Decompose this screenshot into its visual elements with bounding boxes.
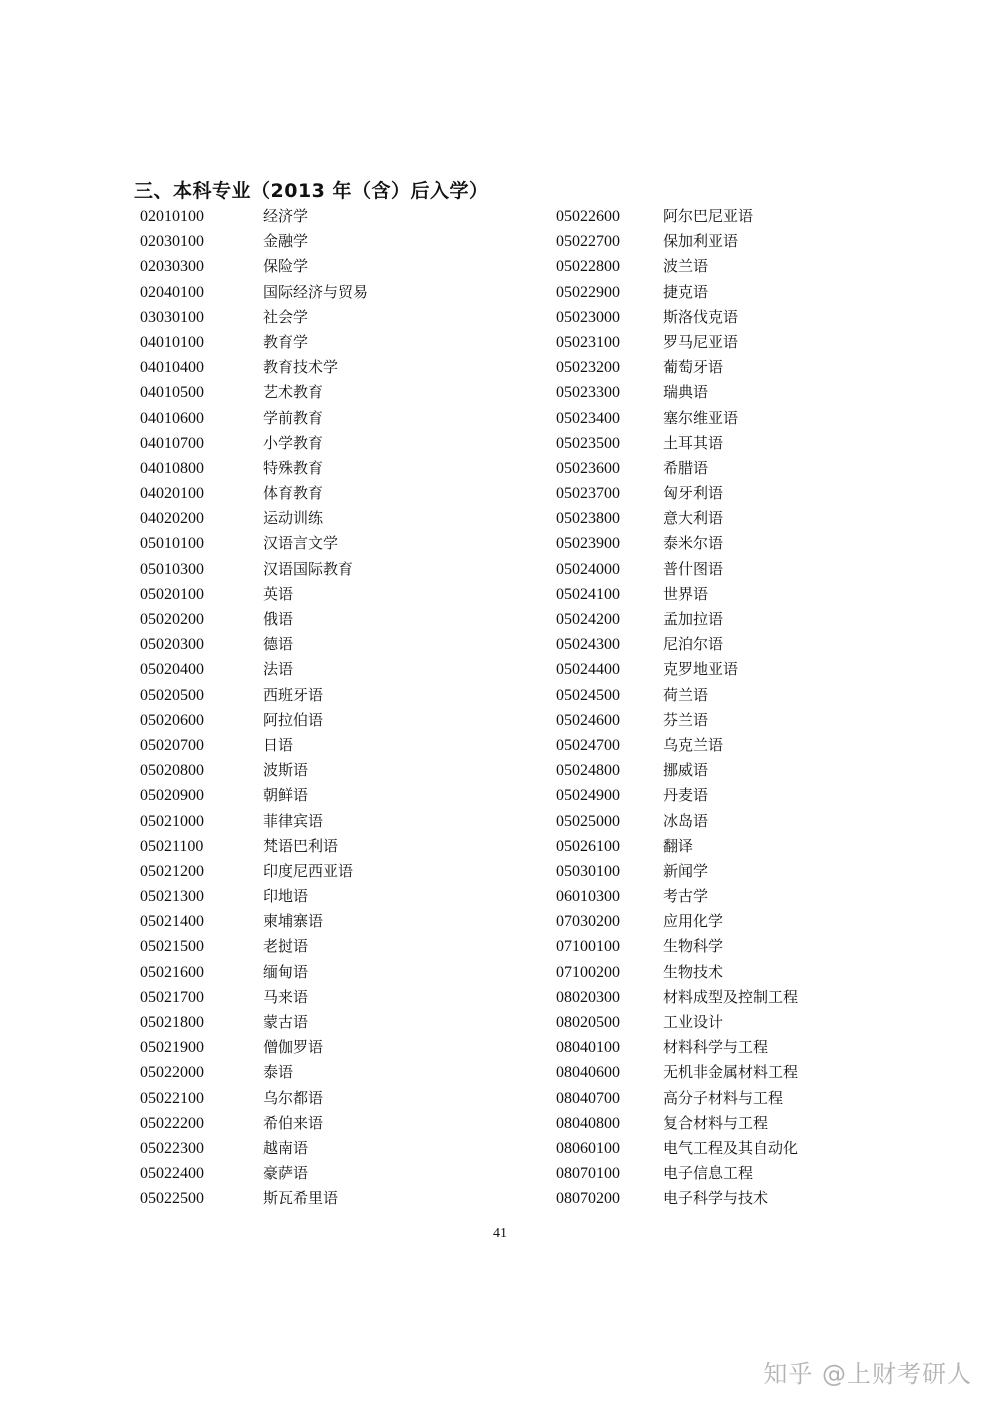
major-row: [556, 733, 798, 758]
major-name: 保加利亚语: [663, 232, 739, 251]
major-row: [140, 1111, 368, 1136]
major-name: 越南语: [263, 1138, 309, 1157]
major-code: 05024600: [556, 711, 620, 729]
major-name: 克罗地亚语: [663, 660, 739, 679]
major-code: 06010300: [556, 888, 620, 906]
major-code: 04010700: [140, 434, 204, 452]
major-row: [556, 909, 798, 934]
major-name: 葡萄牙语: [663, 358, 724, 377]
major-name: 材料成型及控制工程: [663, 987, 799, 1006]
major-code: 05024800: [556, 762, 620, 780]
major-row: [556, 985, 798, 1010]
major-code: 05024400: [556, 661, 620, 679]
major-code: 04010800: [140, 459, 204, 477]
major-row: [556, 305, 798, 330]
major-name: 日语: [263, 735, 294, 754]
major-code: 05024500: [556, 686, 620, 704]
major-row: [140, 1010, 368, 1035]
major-row: [140, 481, 368, 506]
major-row: [140, 557, 368, 582]
major-name: 德语: [263, 635, 294, 654]
major-name: 教育技术学: [263, 358, 339, 377]
major-row: [140, 632, 368, 657]
major-row: [556, 1060, 798, 1085]
left-column: [140, 204, 368, 1212]
major-code: 05023700: [556, 485, 620, 503]
major-row: [556, 683, 798, 708]
major-code: 05023000: [556, 308, 620, 326]
major-name: 国际经济与贸易: [263, 282, 369, 301]
major-code: 05022700: [556, 233, 620, 251]
major-code: 05023800: [556, 510, 620, 528]
major-name: 世界语: [663, 584, 709, 603]
major-code: 05021800: [140, 1014, 204, 1031]
major-code: 05023500: [556, 434, 620, 452]
major-row: [140, 708, 368, 733]
major-name: 高分子材料与工程: [663, 1088, 784, 1107]
major-name: 老挝语: [263, 937, 309, 956]
major-row: [140, 834, 368, 859]
major-code: 05022500: [140, 1190, 204, 1208]
major-code: 05021200: [140, 862, 204, 880]
major-row: [140, 280, 368, 305]
major-row: [556, 834, 798, 859]
major-name: 波斯语: [263, 761, 309, 780]
major-name: 意大利语: [663, 509, 724, 528]
major-name: 体育教育: [263, 484, 324, 503]
major-row: [556, 204, 798, 229]
major-row: [140, 1086, 368, 1111]
major-name: 土耳其语: [663, 433, 724, 452]
major-row: [140, 355, 368, 380]
major-name: 考古学: [663, 887, 709, 906]
major-code: 05020900: [140, 787, 204, 805]
major-row: [556, 280, 798, 305]
major-row: [140, 1161, 368, 1186]
major-code: 05021400: [140, 913, 204, 931]
major-row: [140, 456, 368, 481]
major-row: [140, 406, 368, 431]
major-code: 05021700: [140, 988, 204, 1006]
major-name: 荷兰语: [663, 685, 709, 704]
major-code: 05021900: [140, 1039, 204, 1057]
major-name: 学前教育: [263, 408, 324, 427]
major-row: [556, 1186, 798, 1211]
major-row: [140, 909, 368, 934]
major-name: 艺术教育: [263, 383, 324, 402]
major-name: 冰岛语: [663, 811, 709, 830]
major-code: 07030200: [556, 913, 620, 931]
major-code: 08040600: [556, 1064, 620, 1082]
major-name: 复合材料与工程: [663, 1113, 769, 1132]
major-code: 05020500: [140, 686, 204, 704]
major-code: 05021300: [140, 888, 204, 906]
major-row: [140, 657, 368, 682]
major-row: [556, 481, 798, 506]
major-code: 03030100: [140, 308, 204, 326]
major-row: [140, 859, 368, 884]
major-row: [556, 607, 798, 632]
major-row: [556, 355, 798, 380]
major-row: [556, 758, 798, 783]
major-name: 孟加拉语: [663, 610, 724, 628]
major-code: 05021600: [140, 963, 204, 981]
major-row: [556, 783, 798, 808]
major-code: 05023200: [556, 359, 620, 377]
major-code: 05023400: [556, 409, 620, 427]
major-name: 丹麦语: [663, 786, 709, 805]
major-name: 材料科学与工程: [663, 1038, 769, 1057]
major-code: 05010100: [140, 535, 204, 553]
major-row: [556, 582, 798, 607]
major-name: 印地语: [263, 887, 309, 906]
major-code: 05020600: [140, 711, 204, 729]
major-name: 捷克语: [663, 282, 709, 301]
major-name: 应用化学: [663, 912, 724, 931]
major-row: [556, 1161, 798, 1186]
major-name: 西班牙语: [263, 685, 324, 704]
major-name: 新闻学: [663, 861, 709, 880]
major-code: 05026100: [556, 837, 620, 855]
major-code: 02040100: [140, 283, 204, 301]
major-name: 电气工程及其自动化: [663, 1138, 799, 1157]
major-row: [140, 305, 368, 330]
major-name: 社会学: [263, 307, 309, 326]
major-code: 05022000: [140, 1064, 204, 1082]
major-row: [140, 884, 368, 909]
major-row: [556, 1111, 798, 1136]
major-name: 乌尔都语: [263, 1088, 324, 1107]
major-row: [140, 531, 368, 556]
major-code: 08040700: [556, 1089, 620, 1107]
major-code: 05022400: [140, 1165, 204, 1183]
major-row: [556, 531, 798, 556]
major-name: 梵语巴利语: [263, 836, 339, 855]
major-row: [140, 1060, 368, 1085]
major-row: [140, 733, 368, 758]
major-name: 特殊教育: [263, 458, 324, 477]
major-code: 05023100: [556, 333, 620, 351]
major-row: [556, 960, 798, 985]
major-row: [556, 406, 798, 431]
major-name: 印度尼西亚语: [263, 861, 354, 880]
major-row: [556, 557, 798, 582]
major-name: 瑞典语: [663, 383, 709, 402]
major-name: 经济学: [263, 207, 309, 225]
major-row: [556, 859, 798, 884]
major-name: 希伯来语: [263, 1113, 324, 1132]
major-name: 僧伽罗语: [263, 1038, 324, 1057]
major-code: 05021100: [140, 837, 204, 855]
major-code: 05021500: [140, 938, 204, 956]
major-name: 缅甸语: [263, 962, 309, 981]
major-name: 电子信息工程: [663, 1164, 754, 1183]
major-row: [140, 985, 368, 1010]
major-row: [140, 783, 368, 808]
major-code: 04020200: [140, 510, 204, 528]
major-name: 蒙古语: [263, 1013, 309, 1031]
major-name: 电子科学与技术: [663, 1189, 769, 1208]
major-row: [556, 657, 798, 682]
major-code: 08070200: [556, 1190, 620, 1208]
major-row: [140, 506, 368, 531]
major-name: 金融学: [263, 232, 309, 251]
major-code: 08040800: [556, 1114, 620, 1132]
major-name: 普什图语: [663, 559, 724, 578]
major-name: 希腊语: [663, 458, 709, 477]
major-code: 04010500: [140, 384, 204, 402]
major-name: 马来语: [263, 987, 309, 1006]
major-name: 生物技术: [663, 962, 724, 981]
major-code: 05024000: [556, 560, 620, 578]
major-name: 豪萨语: [263, 1164, 309, 1183]
major-row: [556, 708, 798, 733]
major-name: 泰语: [263, 1063, 294, 1082]
major-name: 塞尔维亚语: [663, 408, 739, 427]
major-code: 04010400: [140, 359, 204, 377]
major-row: [140, 229, 368, 254]
major-name: 无机非金属材料工程: [663, 1063, 799, 1082]
major-row: [556, 254, 798, 279]
major-code: 05022900: [556, 283, 620, 301]
major-row: [140, 582, 368, 607]
major-name: 柬埔寨语: [263, 912, 324, 931]
major-code: 04020100: [140, 485, 204, 503]
major-code: 05022200: [140, 1114, 204, 1132]
major-row: [556, 380, 798, 405]
major-code: 04010600: [140, 409, 204, 427]
major-row: [140, 960, 368, 985]
major-code: 05022100: [140, 1089, 204, 1107]
major-code: 05023600: [556, 459, 620, 477]
major-name: 小学教育: [263, 433, 324, 452]
major-row: [556, 1086, 798, 1111]
major-code: 05030100: [556, 862, 620, 880]
major-code: 05022600: [556, 208, 620, 225]
major-name: 斯瓦希里语: [263, 1189, 339, 1208]
major-code: 08020500: [556, 1014, 620, 1031]
major-code: 07100200: [556, 963, 620, 981]
major-code: 05024700: [556, 736, 620, 754]
major-row: [556, 884, 798, 909]
major-name: 阿拉伯语: [263, 710, 324, 729]
major-code: 08070100: [556, 1165, 620, 1183]
major-code: 05023900: [556, 535, 620, 553]
major-name: 乌克兰语: [663, 735, 724, 754]
major-row: [556, 809, 798, 834]
major-code: 05020800: [140, 762, 204, 780]
major-code: 08060100: [556, 1139, 620, 1157]
major-row: [556, 1136, 798, 1161]
major-code: 08040100: [556, 1039, 620, 1057]
right-column: [556, 204, 798, 1212]
major-row: [140, 254, 368, 279]
major-code: 05020700: [140, 736, 204, 754]
major-row: [140, 758, 368, 783]
major-name: 法语: [263, 660, 294, 679]
major-row: [140, 380, 368, 405]
section-title: 三、本科专业（2013 年（含）后入学）: [134, 180, 489, 202]
major-name: 尼泊尔语: [663, 635, 724, 654]
major-row: [140, 1035, 368, 1060]
major-row: [556, 934, 798, 959]
major-code: 05020400: [140, 661, 204, 679]
major-name: 斯洛伐克语: [663, 307, 739, 326]
major-name: 朝鲜语: [263, 786, 309, 805]
major-name: 汉语国际教育: [263, 559, 354, 578]
major-code: 05020200: [140, 611, 204, 628]
major-code: 02030300: [140, 258, 204, 276]
major-row: [140, 809, 368, 834]
major-code: 08020300: [556, 988, 620, 1006]
major-row: [556, 1035, 798, 1060]
major-code: 05023300: [556, 384, 620, 402]
major-code: 05020100: [140, 585, 204, 603]
major-row: [140, 330, 368, 355]
major-name: 匈牙利语: [663, 484, 724, 503]
major-name: 运动训练: [263, 509, 324, 528]
major-row: [556, 632, 798, 657]
major-name: 工业设计: [663, 1013, 724, 1031]
major-row: [140, 934, 368, 959]
major-name: 挪威语: [663, 761, 709, 780]
major-name: 保险学: [263, 257, 309, 276]
page-number: 41: [493, 1226, 507, 1241]
major-row: [556, 431, 798, 456]
major-row: [556, 506, 798, 531]
major-row: [140, 683, 368, 708]
major-code: 02010100: [140, 208, 204, 225]
major-row: [556, 1010, 798, 1035]
major-code: 02030100: [140, 233, 204, 251]
major-code: 05024300: [556, 636, 620, 654]
major-name: 波兰语: [663, 257, 709, 276]
major-name: 菲律宾语: [263, 811, 324, 830]
major-code: 05024900: [556, 787, 620, 805]
major-name: 翻译: [663, 836, 694, 855]
major-code: 05024200: [556, 611, 620, 628]
major-row: [556, 330, 798, 355]
major-name: 生物科学: [663, 937, 724, 956]
major-row: [140, 431, 368, 456]
major-code: 05022800: [556, 258, 620, 276]
major-code: 04010100: [140, 333, 204, 351]
major-code: 05022300: [140, 1139, 204, 1157]
major-row: [140, 1136, 368, 1161]
major-name: 芬兰语: [663, 710, 709, 729]
major-name: 俄语: [263, 610, 294, 628]
major-name: 阿尔巴尼亚语: [663, 207, 754, 225]
major-name: 罗马尼亚语: [663, 332, 739, 351]
major-row: [556, 456, 798, 481]
major-row: [140, 204, 368, 229]
major-code: 05024100: [556, 585, 620, 603]
major-name: 泰米尔语: [663, 534, 724, 553]
major-row: [556, 229, 798, 254]
major-name: 汉语言文学: [263, 534, 339, 553]
major-row: [140, 607, 368, 632]
major-row: [140, 1186, 368, 1211]
major-name: 教育学: [263, 332, 309, 351]
major-code: 05020300: [140, 636, 204, 654]
major-code: 07100100: [556, 938, 620, 956]
major-code: 05025000: [556, 812, 620, 830]
major-name: 英语: [263, 584, 294, 603]
major-code: 05010300: [140, 560, 204, 578]
major-code: 05021000: [140, 812, 204, 830]
watermark: 知乎 @上财考研人: [763, 1360, 972, 1388]
